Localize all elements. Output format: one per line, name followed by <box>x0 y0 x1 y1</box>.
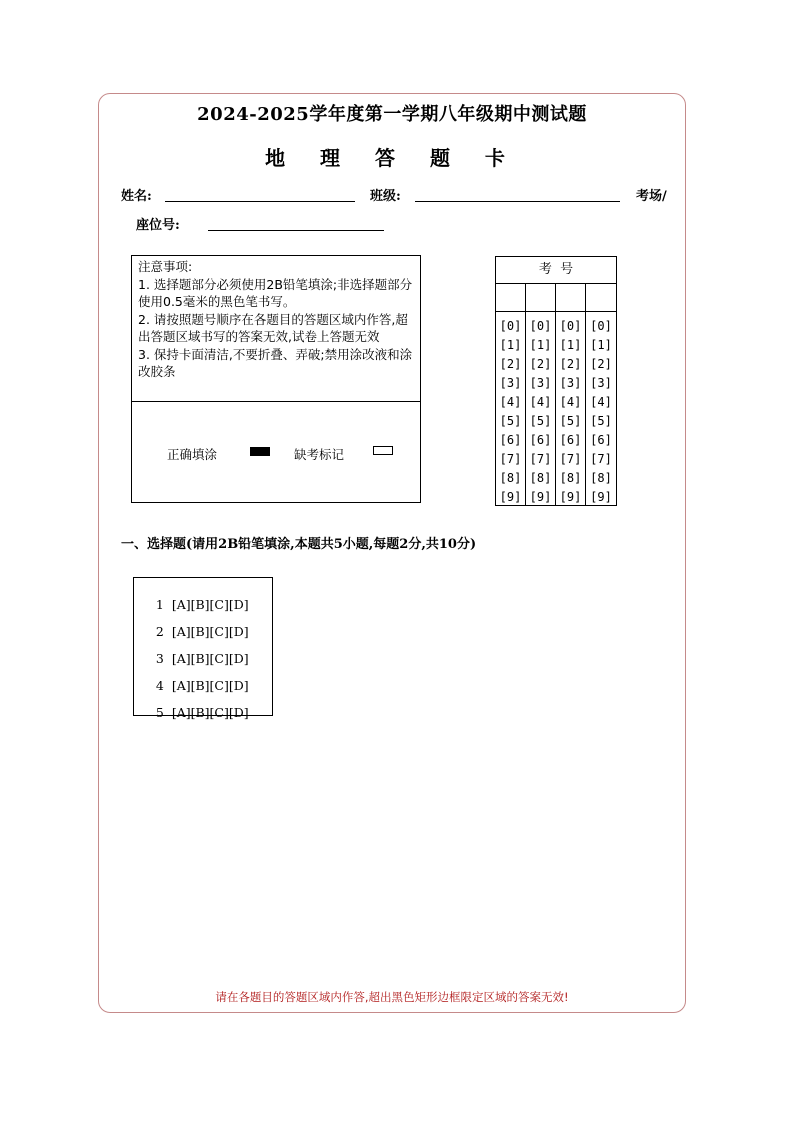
name-field[interactable] <box>165 201 355 202</box>
digit-bubble-2[interactable]: [2] <box>499 357 522 371</box>
answer-options[interactable]: [A][B][C][D] <box>171 597 249 612</box>
digit-bubble-5[interactable]: [5] <box>499 414 522 428</box>
digit-bubble-5[interactable]: [5] <box>529 414 552 428</box>
digit-bubble-6[interactable]: [6] <box>590 433 612 447</box>
class-label: 班级: <box>370 189 401 204</box>
digit-bubble-6[interactable]: [6] <box>559 433 582 447</box>
exam-room-label: 考场/ <box>636 189 667 204</box>
digit-bubble-1[interactable]: [1] <box>559 338 582 352</box>
notice-item-3: 3. 保持卡面清洁,不要折叠、弄破;禁用涂改液和涂改胶条 <box>138 346 413 379</box>
exam-digit-write-box[interactable] <box>556 283 585 312</box>
digit-bubble-3[interactable]: [3] <box>529 376 552 390</box>
answer-card-frame <box>98 93 686 1013</box>
digit-bubble-0[interactable]: [0] <box>590 319 612 333</box>
digit-bubble-5[interactable]: [5] <box>590 414 612 428</box>
digit-bubble-1[interactable]: [1] <box>590 338 612 352</box>
digit-bubble-4[interactable]: [4] <box>559 395 582 409</box>
digit-bubble-8[interactable]: [8] <box>590 471 612 485</box>
exam-title: 2024-2025学年度第一学期八年级期中测试题 <box>197 104 587 125</box>
digit-bubble-2[interactable]: [2] <box>559 357 582 371</box>
answer-options[interactable]: [A][B][C][D] <box>171 705 249 720</box>
seat-label: 座位号: <box>136 218 180 233</box>
correct-fill-swatch <box>250 447 270 456</box>
answer-card-title: 地 理 答 题 卡 <box>265 146 519 170</box>
notice-item-1: 1. 选择题部分必须使用2B铅笔填涂;非选择题部分使用0.5毫米的黑色笔书写。 <box>138 276 413 309</box>
question-number: 1 <box>155 597 164 612</box>
digit-bubble-4[interactable]: [4] <box>499 395 522 409</box>
exam-number-column <box>496 283 526 505</box>
digit-bubble-4[interactable]: [4] <box>529 395 552 409</box>
digit-bubble-0[interactable]: [0] <box>499 319 522 333</box>
exam-number-grid <box>495 256 617 506</box>
question-row <box>140 690 249 735</box>
footer-warning-row <box>98 989 686 1005</box>
digit-bubble-0[interactable]: [0] <box>529 319 552 333</box>
digit-bubble-2[interactable]: [2] <box>529 357 552 371</box>
question-number: 3 <box>155 651 164 666</box>
correct-fill-label: 正确填涂 <box>167 447 218 462</box>
digit-bubble-3[interactable]: [3] <box>499 376 522 390</box>
digit-bubble-7[interactable]: [7] <box>559 452 582 466</box>
answer-options[interactable]: [A][B][C][D] <box>171 678 249 693</box>
section-1-title: 一、选择题(请用2B铅笔填涂,本题共5小题,每题2分,共10分) <box>121 537 477 552</box>
notice-heading: 注意事项: <box>138 259 193 274</box>
exam-number-column <box>526 283 556 505</box>
digit-bubble-6[interactable]: [6] <box>499 433 522 447</box>
digit-bubble-0[interactable]: [0] <box>559 319 582 333</box>
answer-options[interactable]: [A][B][C][D] <box>171 624 249 639</box>
notice-item-2: 2. 请按照题号顺序在各题目的答题区域内作答,超出答题区域书写的答案无效,试卷上答题无效 <box>138 311 408 344</box>
footer-warning: 请在各题目的答题区域内作答,超出黑色矩形边框限定区域的答案无效! <box>199 990 584 1004</box>
digit-bubble-8[interactable]: [8] <box>529 471 552 485</box>
digit-bubble-9[interactable]: [9] <box>499 490 522 504</box>
exam-digit-write-box[interactable] <box>526 283 555 312</box>
question-number: 5 <box>155 705 164 720</box>
digit-bubble-9[interactable]: [9] <box>559 490 582 504</box>
exam-number-column <box>586 283 616 505</box>
digit-bubble-9[interactable]: [9] <box>590 490 612 504</box>
question-number: 2 <box>155 624 164 639</box>
digit-bubble-1[interactable]: [1] <box>499 338 522 352</box>
exam-number-title: 考 号 <box>496 257 616 284</box>
digit-bubble-5[interactable]: [5] <box>559 414 582 428</box>
digit-bubble-6[interactable]: [6] <box>529 433 552 447</box>
question-number: 4 <box>155 678 164 693</box>
digit-bubble-3[interactable]: [3] <box>559 376 582 390</box>
digit-bubble-7[interactable]: [7] <box>529 452 552 466</box>
multiple-choice-box <box>133 577 273 720</box>
notice-box <box>131 255 421 503</box>
digit-bubble-3[interactable]: [3] <box>590 376 612 390</box>
notice-divider <box>132 401 420 402</box>
notice-text <box>138 258 416 381</box>
digit-bubble-8[interactable]: [8] <box>559 471 582 485</box>
absent-mark-label: 缺考标记 <box>294 447 345 462</box>
digit-bubble-7[interactable]: [7] <box>499 452 522 466</box>
class-field[interactable] <box>415 201 620 202</box>
digit-bubble-2[interactable]: [2] <box>590 357 612 371</box>
seat-field[interactable] <box>208 230 384 231</box>
digit-bubble-8[interactable]: [8] <box>499 471 522 485</box>
exam-digit-write-box[interactable] <box>586 283 616 312</box>
exam-digit-write-box[interactable] <box>496 283 525 312</box>
answer-options[interactable]: [A][B][C][D] <box>171 651 249 666</box>
digit-bubble-7[interactable]: [7] <box>590 452 612 466</box>
exam-number-column <box>556 283 586 505</box>
absent-mark-box[interactable] <box>373 446 393 455</box>
name-label: 姓名: <box>121 189 152 204</box>
digit-bubble-9[interactable]: [9] <box>529 490 552 504</box>
digit-bubble-1[interactable]: [1] <box>529 338 552 352</box>
digit-bubble-4[interactable]: [4] <box>590 395 612 409</box>
